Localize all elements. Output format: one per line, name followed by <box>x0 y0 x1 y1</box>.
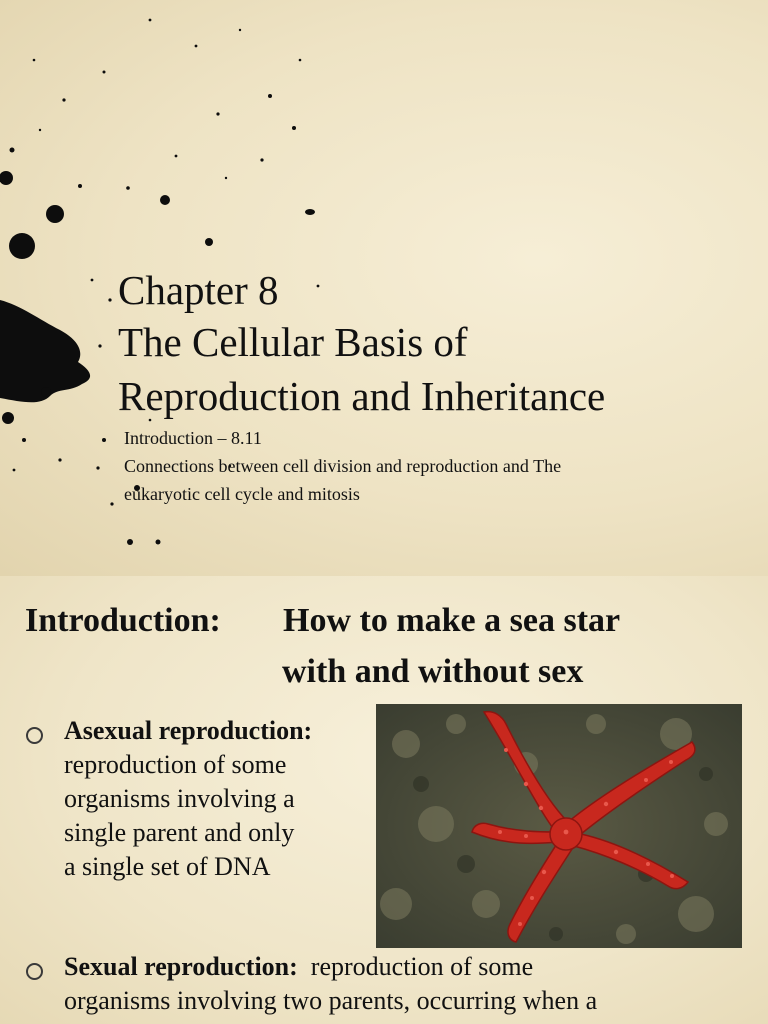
bullet-1-line-1: reproduction of some <box>64 750 287 779</box>
bullet-2-line-1 <box>64 950 533 984</box>
bullet-1-line-3: single parent and only <box>64 818 295 847</box>
bullet-circle-icon <box>26 963 43 980</box>
subtitle-line-3: eukaryotic cell cycle and mitosis <box>124 484 360 504</box>
content-slide <box>0 576 768 1024</box>
bullet-2-line-1-rest: reproduction of some <box>310 952 534 981</box>
bullet-1-term: Asexual reproduction: <box>64 716 313 745</box>
heading-line-2: with and without sex <box>282 653 584 690</box>
heading-line-1: How to make a sea star <box>283 602 621 639</box>
bullet-1-line-2: organisms involving a <box>64 784 295 813</box>
slide-title-line-3: Reproduction and Inheritance <box>118 373 606 419</box>
heading-label: Introduction: <box>25 602 221 639</box>
bullet-1-line-4: a single set of DNA <box>64 852 271 881</box>
slide-title-line-1: Chapter 8 <box>118 267 279 313</box>
bullet-circle-icon <box>26 727 43 744</box>
bullet-2-line-2: organisms involving two parents, occurring when a <box>64 986 598 1015</box>
bullet-2-term: Sexual reproduction: <box>64 952 298 981</box>
subtitle-line-2: Connections between cell division and reproduction and The <box>124 456 562 476</box>
sea-star-photo <box>376 704 742 948</box>
slide-title-line-2: The Cellular Basis of <box>118 319 468 365</box>
subtitle-line-1: Introduction – 8.11 <box>124 428 262 448</box>
